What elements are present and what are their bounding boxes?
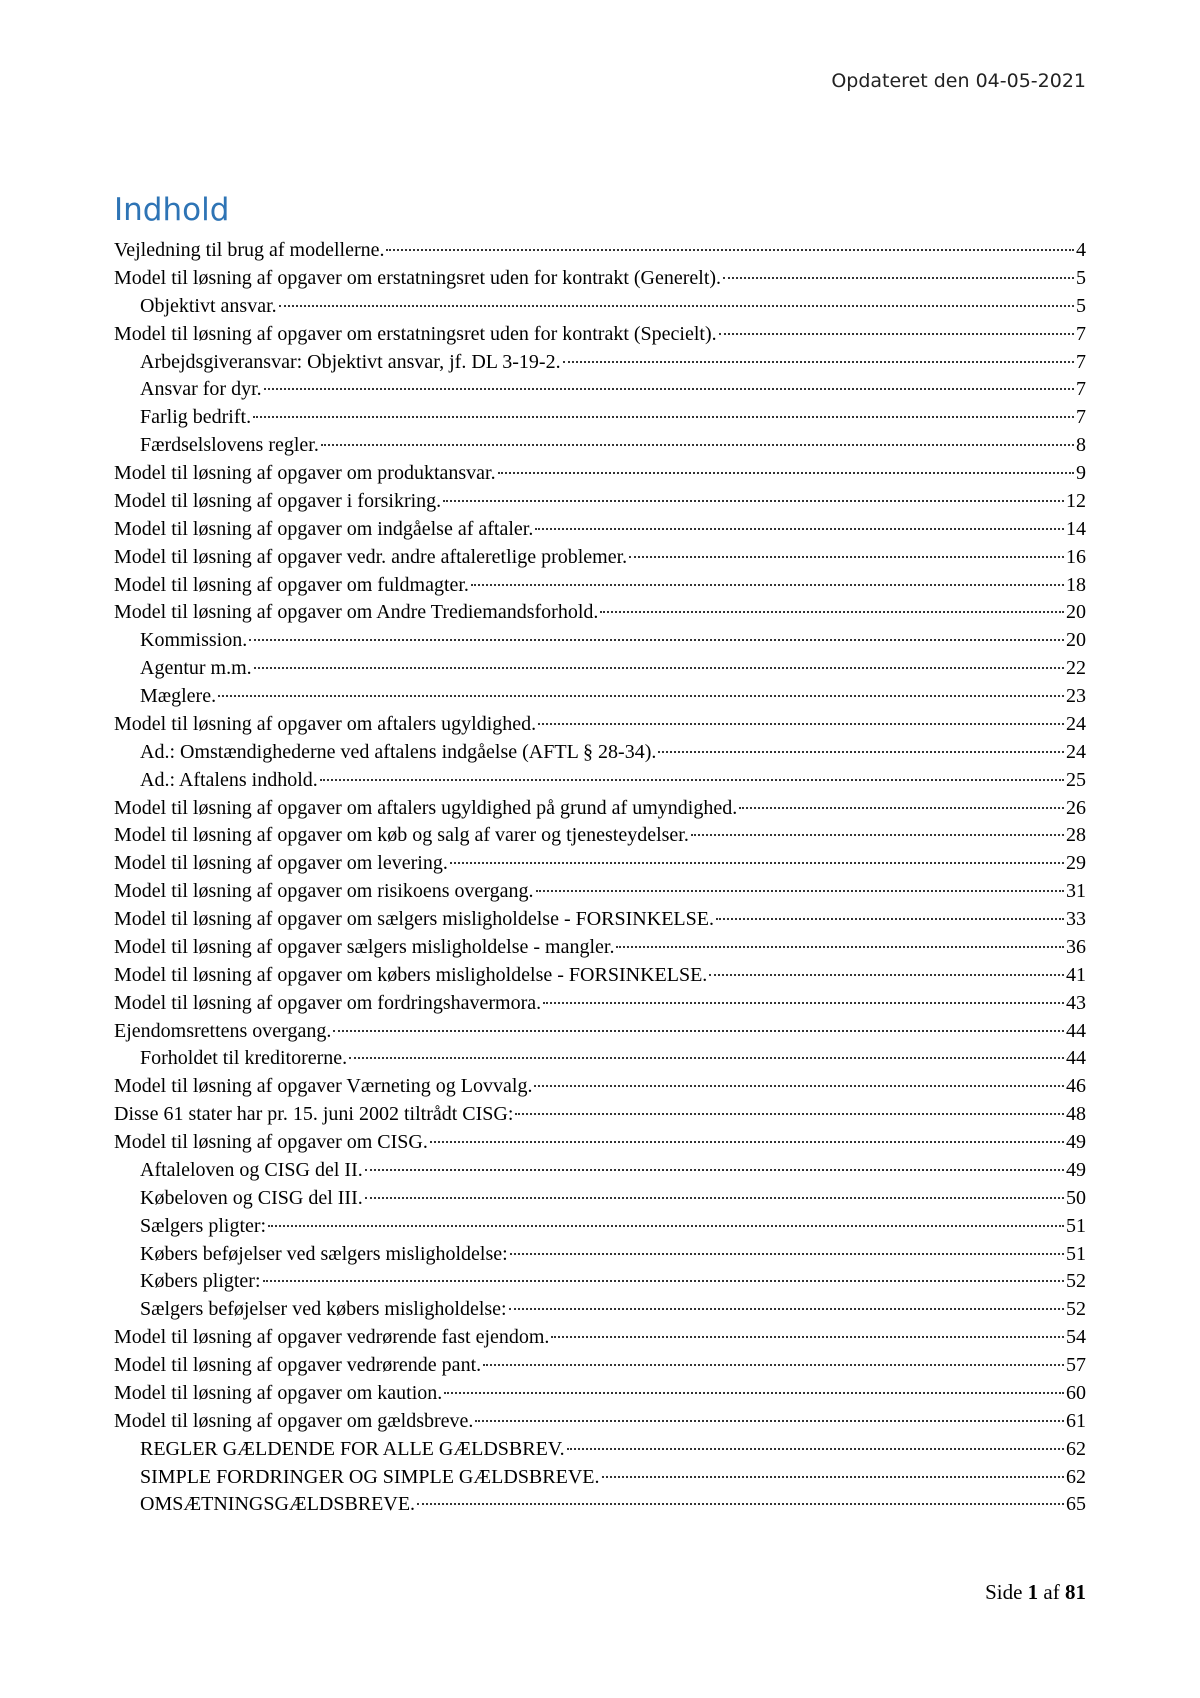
- toc-entry-title: Vejledning til brug af modellerne.: [114, 239, 385, 261]
- toc-entry-title: Ejendomsrettens overgang.: [114, 1019, 332, 1042]
- toc-dot-leader: [691, 834, 1064, 836]
- toc-entry-title: Model til løsning af opgaver om sælgers misligholdelse - FORSINKELSE.: [114, 908, 714, 930]
- toc-entry-title: Model til løsning af opgaver om fordringshavermora.: [114, 991, 542, 1014]
- toc-entry[interactable]: [114, 1073, 1086, 1101]
- page-header-updated: Opdateret den 04-05-2021: [831, 70, 1086, 92]
- toc-entry-page-number: 7: [1076, 350, 1086, 373]
- toc-entry[interactable]: [114, 544, 1086, 572]
- toc-entry[interactable]: [114, 1464, 1086, 1492]
- toc-entry-title: Model til løsning af opgaver om indgåelse af aftaler.: [114, 517, 534, 540]
- toc-entry-page-number: 5: [1076, 294, 1086, 317]
- toc-entry-page-number: 51: [1066, 1214, 1086, 1237]
- toc-entry[interactable]: [114, 1045, 1086, 1073]
- toc-dot-leader: [716, 918, 1064, 920]
- toc-entry[interactable]: [114, 1352, 1086, 1380]
- toc-entry-page-number: 7: [1076, 322, 1086, 345]
- toc-dot-leader: [253, 416, 1074, 418]
- toc-dot-leader: [475, 1420, 1064, 1422]
- toc-entry-page-number: 25: [1066, 768, 1086, 791]
- toc-entry[interactable]: [114, 265, 1086, 293]
- toc-entry-page-number: 9: [1076, 462, 1086, 484]
- toc-dot-leader: [536, 890, 1064, 892]
- toc-entry-page-number: 16: [1066, 545, 1086, 568]
- toc-entry[interactable]: [114, 1324, 1086, 1352]
- toc-dot-leader: [658, 751, 1064, 753]
- toc-dot-leader: [600, 611, 1064, 613]
- toc-entry-title: Model til løsning af opgaver om produktansvar.: [114, 462, 496, 484]
- toc-entry[interactable]: [114, 432, 1086, 460]
- toc-dot-leader: [510, 1253, 1064, 1255]
- toc-entry-title: Sælgers pligter:: [140, 1214, 267, 1237]
- toc-entry-title: Model til løsning af opgaver vedrørende pant.: [114, 1354, 482, 1376]
- toc-entry-title: Model til løsning af opgaver sælgers misligholdelse - mangler.: [114, 935, 615, 958]
- toc-entry-title: Model til løsning af opgaver Værneting og Lovvalg.: [114, 1075, 533, 1098]
- toc-entry-page-number: 22: [1066, 657, 1086, 680]
- toc-dot-leader: [602, 1476, 1065, 1478]
- toc-entry[interactable]: [114, 488, 1086, 516]
- toc-entry-title: Købeloven og CISG del III.: [140, 1186, 363, 1209]
- toc-entry[interactable]: [114, 739, 1086, 767]
- toc-dot-leader: [218, 695, 1064, 697]
- footer-current-page: 1: [1027, 1580, 1039, 1604]
- toc-entry[interactable]: [114, 627, 1086, 655]
- toc-dot-leader: [254, 667, 1064, 669]
- toc-entry-title: Kommission.: [140, 629, 248, 652]
- toc-entry-title: Model til løsning af opgaver om risikoens overgang.: [114, 880, 534, 903]
- toc-entry-page-number: 52: [1066, 1270, 1086, 1293]
- toc-entry[interactable]: [114, 460, 1086, 488]
- toc-dot-leader: [444, 1392, 1064, 1394]
- toc-entry[interactable]: [114, 1101, 1086, 1129]
- toc-dot-leader: [386, 249, 1074, 251]
- toc-entry[interactable]: [114, 1296, 1086, 1324]
- toc-entry[interactable]: [114, 1129, 1086, 1157]
- toc-entry-title: Model til løsning af opgaver om gældsbreve.: [114, 1409, 474, 1432]
- toc-entry-page-number: 18: [1066, 573, 1086, 596]
- toc-entry-title: Model til løsning af opgaver om Andre Trediemandsforhold.: [114, 601, 599, 624]
- toc-entry[interactable]: [114, 934, 1086, 962]
- toc-entry[interactable]: [114, 962, 1086, 990]
- toc-entry-title: SIMPLE FORDRINGER OG SIMPLE GÆLDSBREVE.: [140, 1465, 600, 1488]
- footer-of-label: af: [1043, 1580, 1060, 1604]
- toc-entry-title: Model til løsning af opgaver om CISG.: [114, 1131, 428, 1153]
- toc-dot-leader: [279, 305, 1074, 307]
- toc-entry-page-number: 20: [1066, 629, 1086, 652]
- toc-entry-title: Model til løsning af opgaver om køb og salg af varer og tjenesteydelser.: [114, 824, 689, 847]
- toc-entry[interactable]: [114, 572, 1086, 600]
- toc-entry-title: Ansvar for dyr.: [140, 378, 262, 401]
- toc-entry-page-number: 50: [1066, 1186, 1086, 1209]
- toc-dot-leader: [450, 862, 1064, 864]
- toc-entry[interactable]: [114, 1157, 1086, 1185]
- toc-entry-page-number: 33: [1066, 908, 1086, 930]
- toc-dot-leader: [535, 528, 1064, 530]
- toc-dot-leader: [471, 584, 1064, 586]
- toc-entry-title: Farlig bedrift.: [140, 406, 252, 429]
- toc-entry-page-number: 7: [1076, 406, 1086, 429]
- toc-entry[interactable]: [114, 1380, 1086, 1408]
- toc-dot-leader: [263, 1280, 1064, 1282]
- toc-dot-leader: [723, 277, 1074, 279]
- toc-entry[interactable]: [114, 1408, 1086, 1436]
- toc-entry-page-number: 44: [1066, 1047, 1086, 1070]
- toc-dot-leader: [333, 1030, 1064, 1032]
- toc-entry-title: Model til løsning af opgaver om aftalers ugyldighed.: [114, 712, 537, 735]
- toc-entry-page-number: 54: [1066, 1326, 1086, 1349]
- toc-dot-leader: [321, 444, 1074, 446]
- toc-entry[interactable]: [114, 1436, 1086, 1464]
- toc-dot-leader: [365, 1169, 1064, 1171]
- toc-entry-title: Arbejdsgiveransvar: Objektivt ansvar, jf. DL 3-19-2.: [140, 350, 561, 373]
- toc-entry[interactable]: [114, 321, 1086, 349]
- toc-entry[interactable]: [114, 293, 1086, 321]
- footer-total-pages: 81: [1065, 1580, 1086, 1604]
- toc-entry-title: Købers beføjelser ved sælgers misligholdelse:: [140, 1242, 508, 1265]
- toc-dot-leader: [430, 1141, 1064, 1143]
- toc-dot-leader: [538, 723, 1064, 725]
- toc-entry-page-number: 41: [1066, 963, 1086, 986]
- toc-entry-title: Model til løsning af opgaver om erstatningsret uden for kontrakt (Specielt).: [114, 322, 717, 345]
- toc-dot-leader: [563, 361, 1074, 363]
- toc-entry[interactable]: [114, 850, 1086, 878]
- toc-entry-page-number: 65: [1066, 1493, 1086, 1516]
- toc-dot-leader: [534, 1085, 1064, 1087]
- toc-dot-leader: [509, 1308, 1064, 1310]
- toc-entry-title: Aftaleloven og CISG del II.: [140, 1158, 363, 1181]
- toc-entry[interactable]: [114, 990, 1086, 1018]
- toc-entry[interactable]: [114, 404, 1086, 432]
- toc-dot-leader: [365, 1197, 1064, 1199]
- footer-side-label: Side: [985, 1580, 1023, 1604]
- toc-entry-title: Mæglere.: [140, 685, 217, 707]
- toc-entry-page-number: 51: [1066, 1242, 1086, 1265]
- toc-dot-leader: [551, 1336, 1064, 1338]
- toc-entry-page-number: 36: [1066, 935, 1086, 958]
- toc-entry[interactable]: [114, 655, 1086, 683]
- toc-dot-leader: [709, 974, 1064, 976]
- toc-entry-title: Model til løsning af opgaver om levering.: [114, 852, 448, 875]
- page-footer: [985, 1580, 1086, 1605]
- toc-entry-title: Færdselslovens regler.: [140, 434, 319, 457]
- toc-entry[interactable]: [114, 1018, 1086, 1046]
- toc-entry-title: Forholdet til kreditorerne.: [140, 1047, 348, 1070]
- toc-entry[interactable]: [114, 1491, 1086, 1519]
- toc-dot-leader: [264, 388, 1074, 390]
- toc-entry[interactable]: [114, 237, 1086, 265]
- toc-entry-page-number: 31: [1066, 880, 1086, 903]
- toc-entry-page-number: 28: [1066, 824, 1086, 847]
- toc-entry[interactable]: [114, 795, 1086, 823]
- toc-entry[interactable]: [114, 878, 1086, 906]
- toc-entry-title: Ad.: Omstændighederne ved aftalens indgåelse (AFTL § 28-34).: [140, 740, 657, 763]
- toc-entry-page-number: 8: [1076, 434, 1086, 457]
- toc-entry-title: Sælgers beføjelser ved købers misligholdelse:: [140, 1298, 507, 1321]
- toc-entry-page-number: 24: [1066, 712, 1086, 735]
- toc-entry-page-number: 49: [1066, 1131, 1086, 1153]
- toc-dot-leader: [543, 1002, 1064, 1004]
- toc-entry[interactable]: [114, 711, 1086, 739]
- toc-entry-page-number: 52: [1066, 1298, 1086, 1321]
- toc-entry-page-number: 26: [1066, 796, 1086, 819]
- toc-entry-page-number: 44: [1066, 1019, 1086, 1042]
- toc-entry-title: Model til løsning af opgaver i forsikring.: [114, 489, 442, 512]
- toc-entry-page-number: 20: [1066, 601, 1086, 624]
- toc-entry[interactable]: [114, 822, 1086, 850]
- toc-entry-title: Model til løsning af opgaver om købers misligholdelse - FORSINKELSE.: [114, 963, 708, 986]
- toc-dot-leader: [629, 556, 1064, 558]
- toc-entry-page-number: 12: [1066, 489, 1086, 512]
- toc-entry-page-number: 4: [1076, 239, 1086, 261]
- toc-dot-leader: [443, 500, 1064, 502]
- toc-entry-title: Købers pligter:: [140, 1270, 261, 1293]
- toc-entry-page-number: 60: [1066, 1381, 1086, 1404]
- toc-entry-page-number: 49: [1066, 1158, 1086, 1181]
- toc-entry-title: Model til løsning af opgaver om fuldmagter.: [114, 573, 469, 596]
- toc-entry-page-number: 29: [1066, 852, 1086, 875]
- toc-entry-page-number: 46: [1066, 1075, 1086, 1098]
- toc-entry-page-number: 57: [1066, 1354, 1086, 1376]
- toc-entry-title: Model til løsning af opgaver vedr. andre aftaleretlige problemer.: [114, 545, 628, 568]
- toc-entry[interactable]: [114, 1241, 1086, 1269]
- toc-heading: Indhold: [114, 192, 230, 228]
- toc-dot-leader: [498, 472, 1074, 474]
- toc-dot-leader: [417, 1503, 1064, 1505]
- toc-entry-title: Model til løsning af opgaver om kaution.: [114, 1381, 443, 1404]
- toc-entry[interactable]: [114, 349, 1086, 377]
- toc-entry-page-number: 5: [1076, 266, 1086, 289]
- toc-dot-leader: [719, 333, 1074, 335]
- toc-entry-page-number: 24: [1066, 740, 1086, 763]
- toc-entry[interactable]: [114, 599, 1086, 627]
- toc-entry[interactable]: [114, 1185, 1086, 1213]
- toc-entry-page-number: 62: [1066, 1437, 1086, 1460]
- toc-entry[interactable]: [114, 1268, 1086, 1296]
- toc-dot-leader: [268, 1225, 1064, 1227]
- toc-dot-leader: [616, 946, 1064, 948]
- toc-entry-page-number: 48: [1066, 1103, 1086, 1126]
- toc-entry-page-number: 14: [1066, 517, 1086, 540]
- toc-entry-title: Model til løsning af opgaver om erstatningsret uden for kontrakt (Generelt).: [114, 266, 722, 289]
- toc-dot-leader: [249, 639, 1064, 641]
- toc-entry-title: REGLER GÆLDENDE FOR ALLE GÆLDSBREV.: [140, 1437, 565, 1460]
- toc-entry[interactable]: [114, 767, 1086, 795]
- toc-entry-page-number: 61: [1066, 1409, 1086, 1432]
- toc-entry[interactable]: [114, 516, 1086, 544]
- toc-entry-page-number: 23: [1066, 685, 1086, 707]
- toc-entry[interactable]: [114, 1213, 1086, 1241]
- toc-entry-page-number: 62: [1066, 1465, 1086, 1488]
- table-of-contents: [114, 237, 1086, 1519]
- toc-entry-title: Ad.: Aftalens indhold.: [140, 768, 318, 791]
- toc-dot-leader: [567, 1448, 1064, 1450]
- toc-entry[interactable]: [114, 683, 1086, 711]
- toc-entry[interactable]: [114, 376, 1086, 404]
- toc-dot-leader: [349, 1057, 1064, 1059]
- toc-dot-leader: [739, 807, 1064, 809]
- toc-entry-page-number: 43: [1066, 991, 1086, 1014]
- toc-entry-title: Model til løsning af opgaver om aftalers ugyldighed på grund af umyndighed.: [114, 796, 738, 819]
- toc-entry[interactable]: [114, 906, 1086, 934]
- toc-dot-leader: [320, 779, 1064, 781]
- toc-entry-title: Objektivt ansvar.: [140, 294, 277, 317]
- toc-dot-leader: [483, 1364, 1064, 1366]
- toc-entry-title: Disse 61 stater har pr. 15. juni 2002 tiltrådt CISG:: [114, 1103, 514, 1126]
- toc-entry-title: Model til løsning af opgaver vedrørende fast ejendom.: [114, 1326, 550, 1349]
- toc-dot-leader: [515, 1113, 1064, 1115]
- toc-entry-title: OMSÆTNINGSGÆLDSBREVE.: [140, 1493, 416, 1516]
- toc-entry-page-number: 7: [1076, 378, 1086, 401]
- toc-entry-title: Agentur m.m.: [140, 657, 252, 680]
